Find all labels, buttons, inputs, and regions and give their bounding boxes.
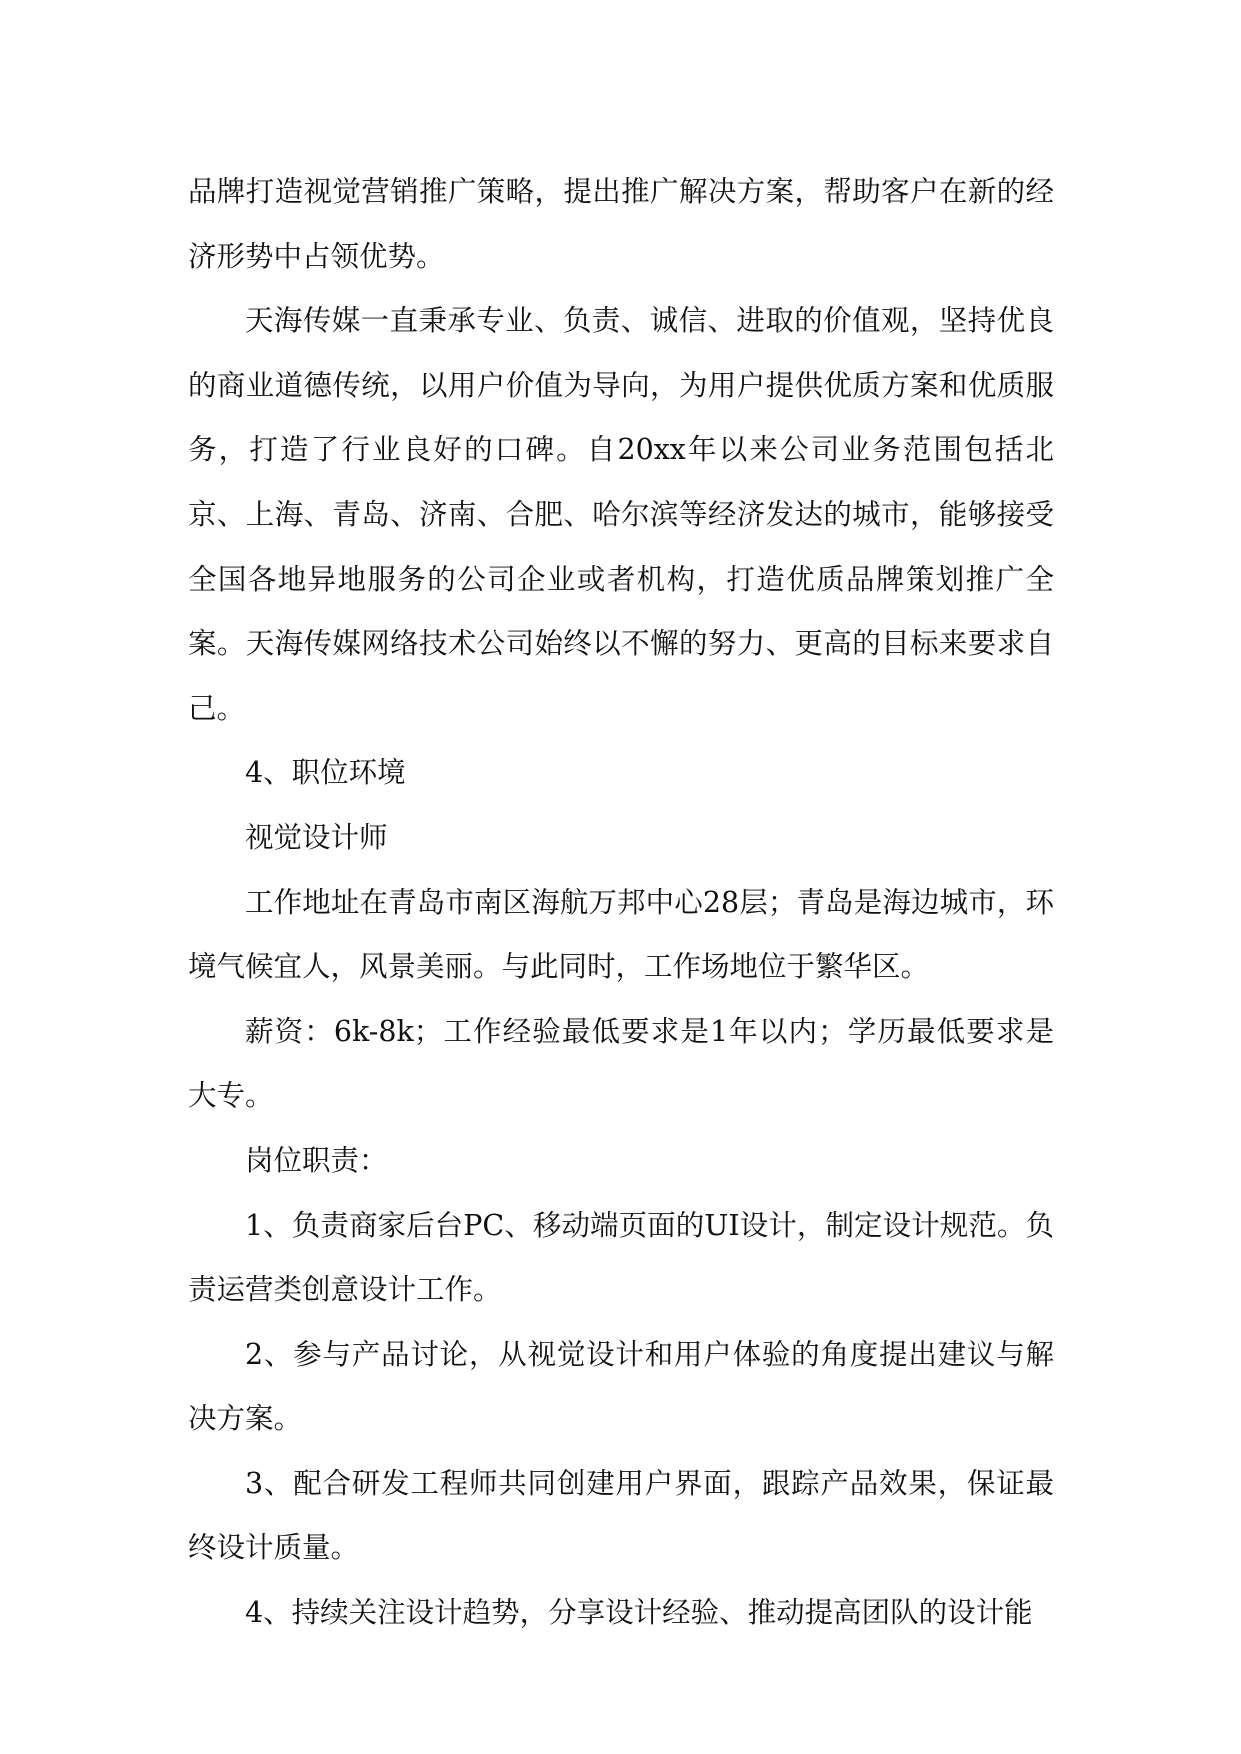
paragraph-brand-strategy-continued: 品牌打造视觉营销推广策略，提出推广解决方案，帮助客户在新的经济形势中占领优势。 — [188, 175, 1054, 273]
paragraph-salary: 薪资：6k-8k；工作经验最低要求是1年以内；学历最低要求是大专。 — [188, 1014, 1054, 1113]
paragraph-work-address: 工作地址在青岛市南区海航万邦中心28层；青岛是海边城市，环境气候宜人，风景美丽。与此同时，工作场地位于繁华区。 — [188, 885, 1054, 984]
responsibility-item-4: 4、持续关注设计趋势，分享设计经验、推动提高团队的设计能 — [245, 1596, 1033, 1630]
section-heading-job-environment: 4、职位环境 — [245, 756, 406, 790]
paragraph-company-values: 天海传媒一直秉承专业、负责、诚信、进取的价值观，坚持优良的商业道德传统，以用户价值为导向，为用户提供优质方案和优质服务，打造了行业良好的口碑。自20xx年以来公司业务范围包括北京、上海、青岛、济南、合肥、哈尔滨等经济发达的城市，能够接受全国各地异地服务的公司企业或者机构，打造优质品牌策划推广全案。天海传媒网络技术公司始终以不懈的努力、更高的目标来要求自己。 — [188, 304, 1054, 725]
responsibilities-heading: 岗位职责： — [245, 1143, 388, 1177]
responsibility-item-3: 3、配合研发工程师共同创建用户界面，跟踪产品效果，保证最终设计质量。 — [188, 1466, 1054, 1565]
responsibility-item-1: 1、负责商家后台PC、移动端页面的UI设计，制定设计规范。负责运营类创意设计工作。 — [188, 1208, 1054, 1307]
responsibility-item-2: 2、参与产品讨论，从视觉设计和用户体验的角度提出建议与解决方案。 — [188, 1337, 1054, 1436]
job-title: 视觉设计师 — [245, 820, 388, 854]
document-body — [188, 160, 1054, 1646]
